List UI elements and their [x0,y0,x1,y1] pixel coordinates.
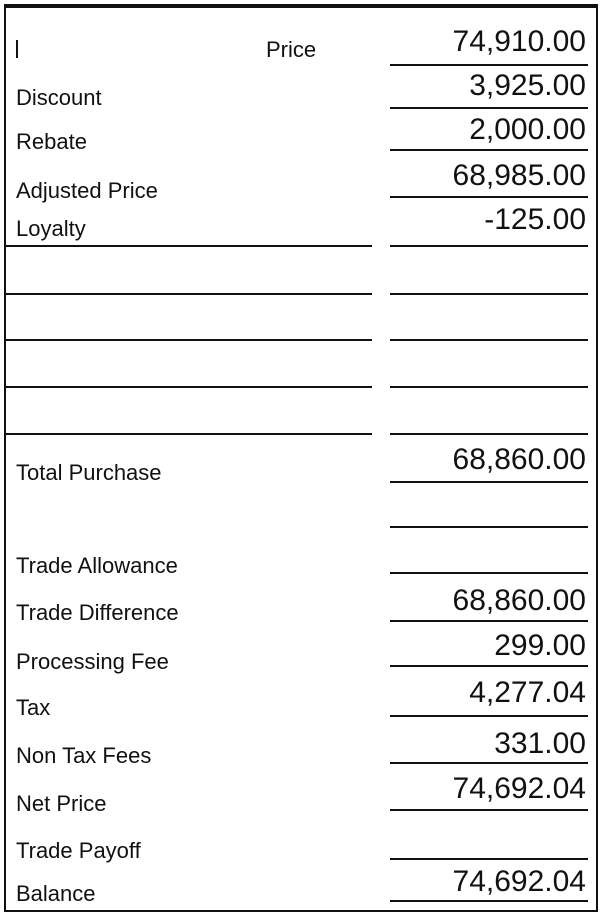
blank-row-1-right [390,293,588,295]
discount-underline [390,107,588,109]
non-tax-fees-underline [390,762,588,764]
rebate-underline [390,149,588,151]
total-purchase-underline [390,481,588,483]
tax-label: Tax [16,695,51,720]
price-label: Price [266,37,317,62]
adjusted-price-value: 68,985.00 [452,159,586,192]
net-price-value: 74,692.04 [452,772,586,805]
loyalty-value: -125.00 [484,203,586,236]
net-price-underline [390,809,588,811]
rebate-value: 2,000.00 [469,113,586,146]
blank-row-1-left [6,293,372,295]
blank-row-4-left [6,433,372,435]
trade-allowance-underline [390,572,588,574]
text-cursor [16,40,18,58]
processing-fee-underline [390,665,588,667]
loyalty-underline-left [6,245,372,247]
total-purchase-label: Total Purchase [16,460,162,485]
processing-fee-value: 299.00 [494,629,586,662]
processing-fee-label: Processing Fee [16,649,169,674]
blank-row-3-right [390,386,588,388]
tax-value: 4,277.04 [469,676,586,709]
adjusted-price-underline [390,196,588,198]
trade-difference-underline [390,620,588,622]
trade-difference-label: Trade Difference [16,600,179,625]
pricing-sheet [4,4,598,912]
balance-value: 74,692.04 [452,865,586,898]
loyalty-underline-right [390,245,588,247]
tax-underline [390,715,588,717]
non-tax-fees-label: Non Tax Fees [16,743,152,768]
price-value: 74,910.00 [452,25,586,58]
trade-difference-value: 68,860.00 [452,584,586,617]
blank-row-2-left [6,339,372,341]
balance-label: Balance [16,881,96,906]
price-underline [390,64,588,66]
blank-row-3-left [6,386,372,388]
balance-underline [390,900,588,902]
total-purchase-value: 68,860.00 [452,443,586,476]
discount-value: 3,925.00 [469,69,586,102]
loyalty-label: Loyalty [16,216,86,241]
net-price-label: Net Price [16,791,107,816]
rebate-label: Rebate [16,129,87,154]
non-tax-fees-value: 331.00 [494,727,586,760]
discount-label: Discount [16,85,102,110]
blank-row-2-right [390,339,588,341]
trade-payoff-underline [390,858,588,860]
blank-row-4-right [390,433,588,435]
trade-allowance-label: Trade Allowance [16,553,178,578]
trade-payoff-label: Trade Payoff [16,838,141,863]
blank-right-underline [390,526,588,528]
adjusted-price-label: Adjusted Price [16,178,158,203]
